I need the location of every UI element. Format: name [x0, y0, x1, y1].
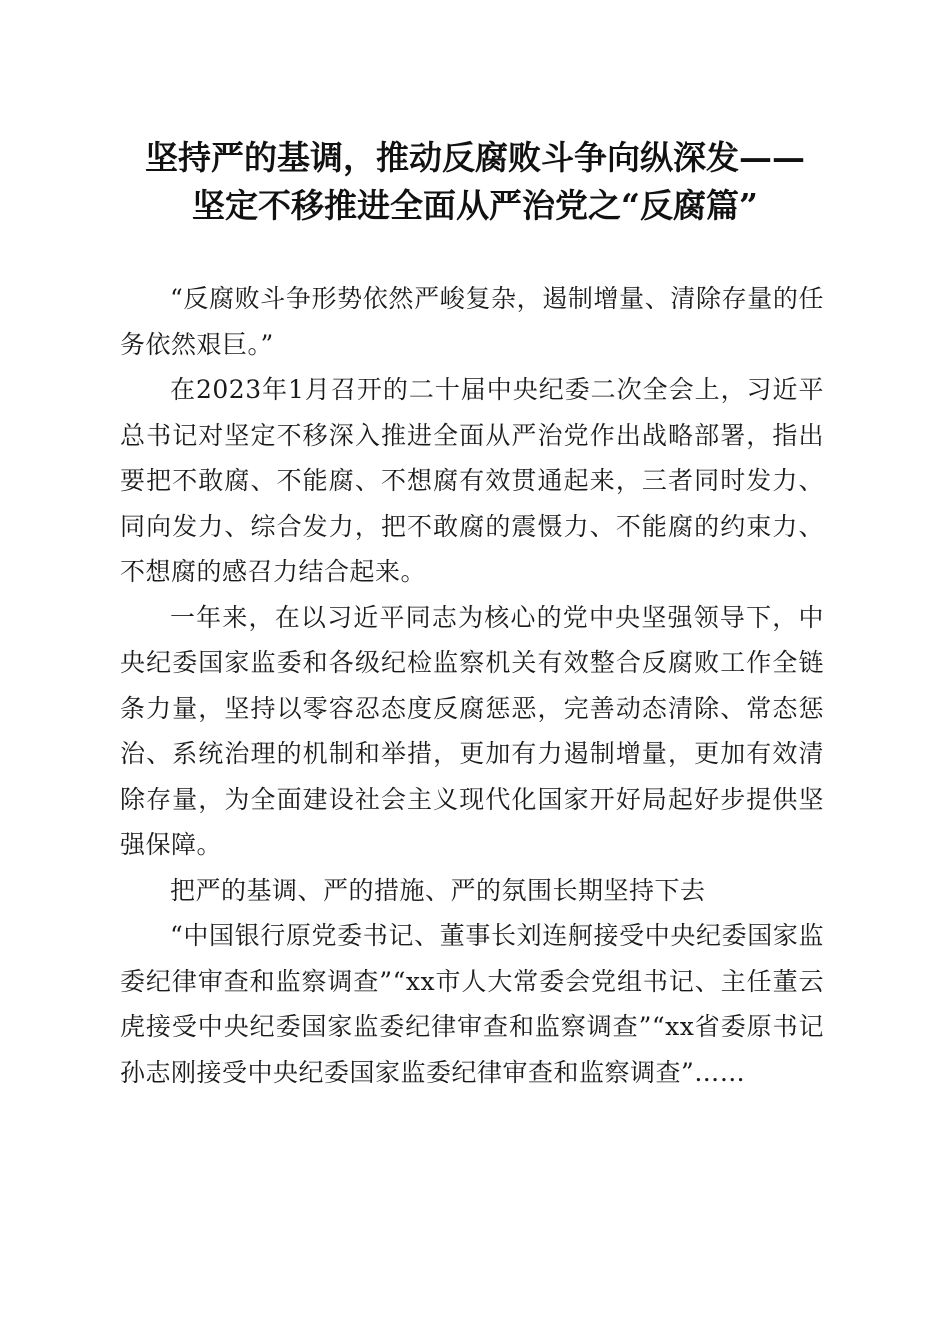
paragraph-year-review: 一年来，在以习近平同志为核心的党中央坚强领导下，中央纪委国家监委和各级纪检监察机关有效整合反腐败工作全链条力量，坚持以零容忍态度反腐惩恶，完善动态清除、常态惩治、系统治理的机制和举措，更加有力遏制增量，更加有效清除存量，为全面建设社会主义现代化国家开好局起好步提供坚强保障。 — [120, 602, 824, 859]
paragraph-quote: “反腐败斗争形势依然严峻复杂，遏制增量、清除存量的任务依然艰巨。” — [120, 284, 824, 359]
section-subheading: 把严的基调、严的措施、严的氛围长期坚持下去 — [170, 875, 706, 905]
document-title — [110, 134, 840, 230]
title-line-1: 坚持严的基调，推动反腐败斗争向纵深发—— — [145, 138, 805, 177]
document-body — [120, 276, 824, 1095]
paragraph-investigations: “中国银行原党委书记、董事长刘连舸接受中央纪委国家监委纪律审查和监察调查”“xx市人大常委会党组书记、主任董云虎接受中央纪委国家监委纪律审查和监察调查”“xx省委原书记孙志刚接受中央纪委国家监委纪律审查和监察调查”…… — [120, 921, 824, 1087]
paragraph-plenary-session: 在2023年1月召开的二十届中央纪委二次全会上，习近平总书记对坚定不移深入推进全面从严治党作出战略部署，指出要把不敢腐、不能腐、不想腐有效贯通起来，三者同时发力、同向发力、综合发力，把不敢腐的震慑力、不能腐的约束力、不想腐的感召力结合起来。 — [120, 375, 824, 586]
title-line-2: 坚定不移推进全面从严治党之“反腐篇” — [192, 186, 758, 225]
